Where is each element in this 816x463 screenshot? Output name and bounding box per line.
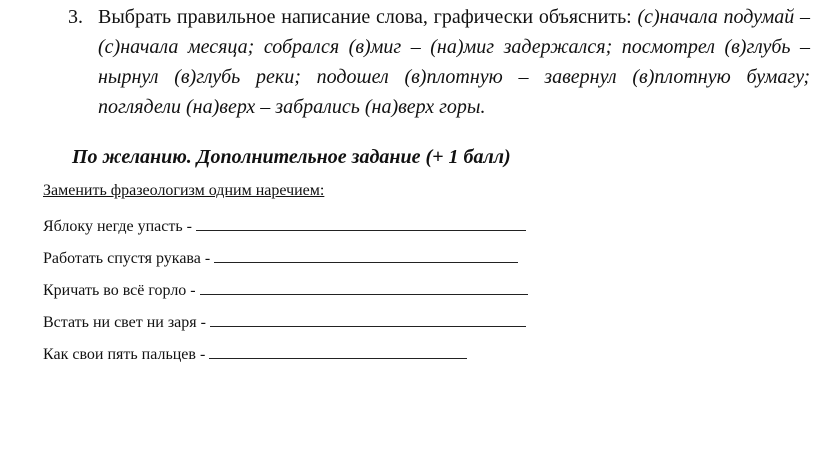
phrase-item bbox=[43, 278, 528, 310]
task-body bbox=[98, 2, 810, 122]
task-number: 3. bbox=[68, 6, 83, 28]
answer-blank[interactable] bbox=[196, 214, 526, 231]
extra-task-title: По желанию. Дополнительное задание (+ 1 балл) bbox=[72, 146, 511, 168]
phrase-list bbox=[43, 214, 528, 374]
phrase-item bbox=[43, 246, 528, 278]
phrase-item bbox=[43, 310, 528, 342]
answer-blank[interactable] bbox=[200, 278, 528, 295]
phrase-text: Встать ни свет ни заря - bbox=[43, 314, 206, 331]
extra-task-subtitle: Заменить фразеологизм одним наречием: bbox=[43, 182, 325, 199]
phrase-text: Как свои пять пальцев - bbox=[43, 346, 206, 363]
phrase-item bbox=[43, 214, 528, 246]
answer-blank[interactable] bbox=[209, 342, 467, 359]
answer-blank[interactable] bbox=[214, 246, 518, 263]
phrase-text: Яблоку негде упасть - bbox=[43, 218, 192, 235]
answer-blank[interactable] bbox=[210, 310, 526, 327]
task-examples: (с)начала подумай – (с)начала месяца; собрался (в)миг – (на)миг задержался; посмотрел (в)глубь – нырнул (в)глубь реки; подошел (в)плотную – завернул (в)плотную бумагу; поглядели (на)верх – забрались (на)верх горы. bbox=[98, 6, 811, 118]
phrase-text: Кричать во всё горло - bbox=[43, 282, 196, 299]
phrase-text: Работать спустя рукава - bbox=[43, 250, 211, 267]
phrase-item bbox=[43, 342, 528, 374]
task-3 bbox=[68, 2, 810, 122]
task-instruction: Выбрать правильное написание слова, графически объяснить: bbox=[98, 6, 638, 28]
